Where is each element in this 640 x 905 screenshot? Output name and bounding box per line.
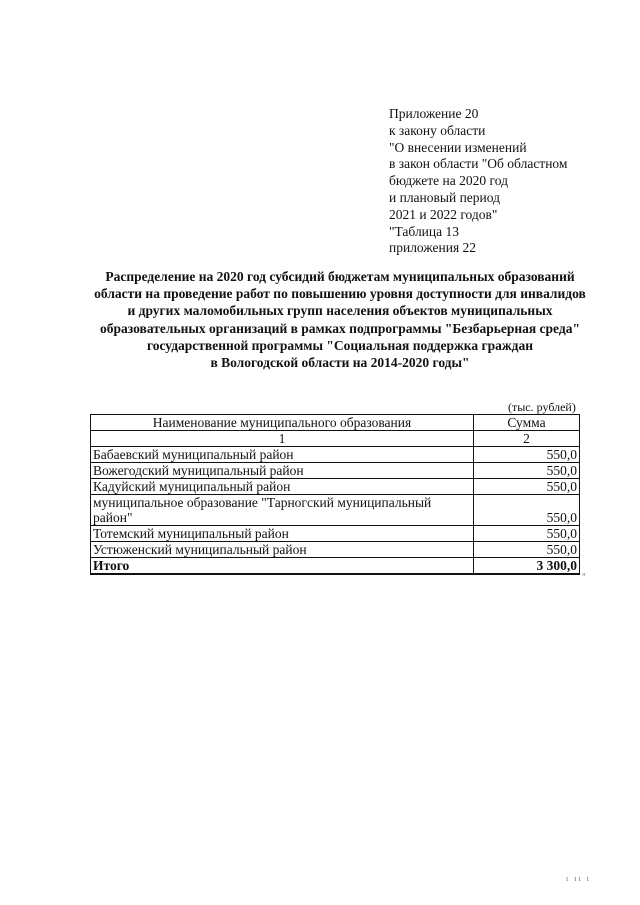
- appendix-line: 2021 и 2022 годов": [389, 206, 498, 222]
- title-line: образовательных организаций в рамках подпрограммы "Безбарьерная среда": [100, 320, 580, 336]
- row-value: 550,0: [474, 447, 580, 463]
- title-line: Распределение на 2020 год субсидий бюджетам муниципальных образований: [105, 269, 575, 284]
- row-value: 550,0: [474, 542, 580, 558]
- appendix-line: к закону области: [389, 122, 486, 138]
- row-name: Бабаевский муниципальный район: [91, 447, 474, 463]
- row-value: 550,0: [474, 479, 580, 495]
- units-label: (тыс. рублей): [508, 400, 576, 414]
- appendix-reference: [389, 106, 567, 257]
- appendix-line: приложения 22: [389, 240, 477, 256]
- appendix-line: бюджете на 2020 год: [389, 173, 508, 189]
- subsidy-table: [90, 414, 580, 575]
- title-line: и других маломобильных групп населения объектов муниципальных: [127, 303, 553, 319]
- title-line: в Вологодской области на 2014-2020 годы": [210, 355, 470, 371]
- table-row: [91, 479, 580, 495]
- row-name: Устюженский муниципальный район: [91, 542, 474, 558]
- appendix-line: "Таблица 13: [389, 223, 459, 239]
- title-line: области на проведение работ по повышению уровня доступности для инвалидов: [94, 286, 586, 302]
- column-number-row: [91, 431, 580, 447]
- total-label: Итого: [91, 558, 474, 575]
- row-value: 550,0: [474, 463, 580, 479]
- header-name: Наименование муниципального образования: [91, 415, 474, 431]
- row-name: Кадуйский муниципальный район: [91, 479, 474, 495]
- appendix-line: в закон области "Об областном: [389, 156, 568, 172]
- table-header-row: [91, 415, 580, 431]
- table-row: [91, 463, 580, 479]
- header-sum: Сумма: [474, 415, 580, 431]
- table-row: [91, 447, 580, 463]
- row-name: Тотемский муниципальный район: [91, 526, 474, 542]
- row-value: 550,0: [474, 526, 580, 542]
- table-row: [91, 526, 580, 542]
- appendix-line: и плановый период: [389, 189, 500, 205]
- title-line: государственной программы "Социальная поддержка граждан: [146, 337, 534, 353]
- column-number: 2: [474, 431, 580, 447]
- column-number: 1: [91, 431, 474, 447]
- appendix-line: "О внесении изменений: [389, 139, 527, 155]
- row-value: 550,0: [474, 495, 580, 526]
- table-row: [91, 495, 580, 526]
- page-footer-mark: ı ıı ı: [566, 874, 591, 883]
- total-row: [91, 558, 580, 575]
- closing-quote-mark: ": [582, 572, 586, 582]
- document-title: [70, 268, 610, 371]
- appendix-line: Приложение 20: [389, 106, 479, 121]
- total-value: 3 300,0: [474, 558, 580, 575]
- table-row: [91, 542, 580, 558]
- row-name: муниципальное образование "Тарногский муниципальный район": [91, 495, 474, 526]
- row-name: Вожегодский муниципальный район: [91, 463, 474, 479]
